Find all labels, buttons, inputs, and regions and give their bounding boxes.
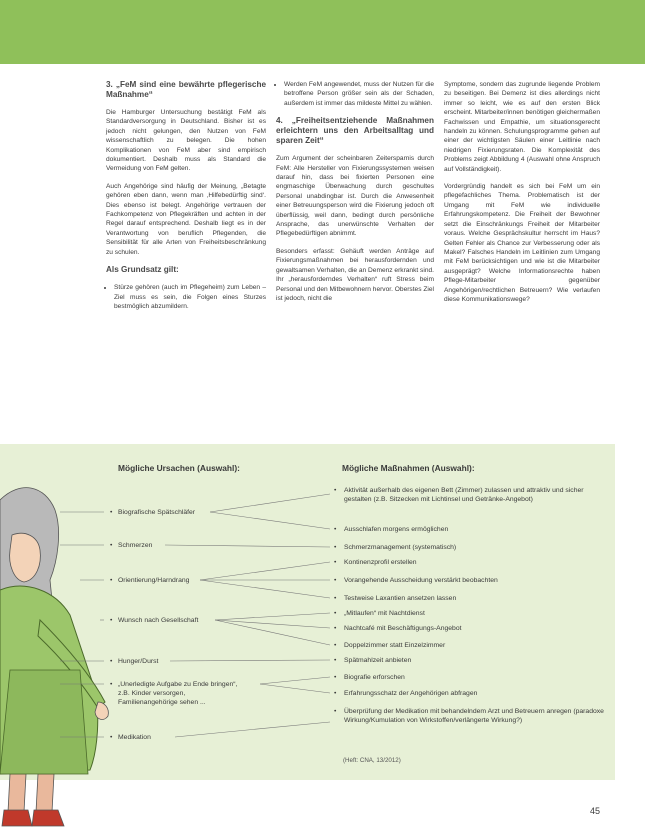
cause-item: • Biografische Spätschläfer (110, 509, 196, 516)
measure-item: • Kontinenzprofil erstellen (334, 559, 417, 566)
measures-heading: Mögliche Maßnahmen (Auswahl): (342, 463, 475, 473)
measure-item: • Erfahrungsschatz der Angehörigen abfragen (334, 690, 478, 697)
measure-item: • Aktivität außerhalb des eigenen Bett (Zimmer) zulassen und attraktiv und sicher gestalten (z.B. Sitzecken mit Lichtinsel und Getränke-Angebot) (334, 487, 584, 503)
cause-item: • „Unerledigte Aufgabe zu Ende bringen“, z.B. Kinder versorgen, Familienangehörige sehen ... (110, 681, 238, 706)
measure-item: • Überprüfung der Medikation mit behandelndem Arzt und Betreuern anregen (paradoxe Wirkung/Kumulation von Wirkstoffen/verlängerte Wirkung?) (334, 708, 604, 724)
paragraph: Vordergründig handelt es sich bei FeM um ein pflegefachliches Thema. Problematisch ist der Umgang mit FeM wie individuelle Erfahrungskompetenz. Die Freiheit der Bewohner setzt die Einschränkungs Freiheit der Mitarbeiter voraus. Welche Gesprächskultur herrscht im Haus? Gelten Fehler als Chance zur Verbesserung oder als Makel? Falsches Handeln im Leitlinien zum Umgang mit FeM berücksichtigen und wie ist die Mitarbeiter ausgeprägt? Welche Informationsrechte haben Pflege-Mitarbeiter gegenüber Angehörigen/rechtlichen Betreuern? Wie verlaufen diese Kommunikationswege? (444, 183, 600, 303)
causes-heading: Mögliche Ursachen (Auswahl): (118, 463, 240, 473)
section-heading-4: 4. „Freiheitsentziehende Maßnahmen erleichtern uns den Arbeitsalltag und sparen Zeit“ (276, 116, 434, 146)
list-item: • Werden FeM angewendet, muss der Nutzen für die betroffene Person größer sein als der Schaden, außerdem ist immer das mildeste Mittel zu wählen. (284, 80, 434, 108)
paragraph: Zum Argument der scheinbaren Zeitersparnis durch FeM: Alle Hersteller von Fixierungssystemen weisen darauf hin, dass bei fixierten Personen eine engmaschige Überwachung durch geschultes Personal unabdingbar ist. Durch die Anwesenheit einer Betreuungsperson wird die Fixierung jedoch oft überflüssig, weil dann, bedingt durch persönliche Ansprache, das unerwünschte Verhalten der Pflegebedürftigen abnimmt. (276, 155, 434, 238)
list-item: • Stürze gehören (auch im Pflegeheim) zum Leben – Ziel muss es sein, die Folgen eines Sturzes bestmöglich abzumildern. (114, 283, 266, 311)
cause-item: • Schmerzen (110, 542, 153, 549)
measure-item: • Biografie erforschen (334, 674, 405, 681)
principle-heading: Als Grundsatz gilt: (106, 265, 179, 275)
paragraph: Die Hamburger Untersuchung bestätigt FeM als Standardversorgung in Deutschland. Bisher ist es jedoch nicht gelungen, den Nutzen von FeM wissenschaftlich zu belegen. Die hohen Komplikationen von FeM aber sind empirisch dokumentiert. Deshalb muss als Standard die Vermeidung von FeM gelten. (106, 109, 266, 173)
cause-item: • Wunsch nach Gesellschaft (110, 617, 199, 624)
measure-item: • Nachtcafé mit Beschäftigungs-Angebot (334, 625, 462, 632)
paragraph: Besonders erfasst: Gehäuft werden Anträge auf Fixierungsmaßnahmen bei herausfordernden und gewaltsamen Verhalten, die an Demenz erkrankt sind. Ihr „herausforderndes Verhalten“ ruft Stress beim Personal und den Mitbewohnern hervor. Oberstes Ziel ist jedoch, nicht die (276, 247, 434, 302)
measure-item: • Vorangehende Ausscheidung verstärkt beobachten (334, 577, 498, 584)
cause-item: • Medikation (110, 734, 151, 741)
source-note: (Heft: CNA, 13/2012) (343, 757, 401, 764)
measure-item: • „Mitlaufen“ mit Nachtdienst (334, 610, 425, 617)
measure-item: • Testweise Laxantien ansetzen lassen (334, 595, 457, 602)
paragraph: Auch Angehörige sind häufig der Meinung, „Betagte gehören eben dann, wenn man ‚Hilfebedürftig sind‘. Dies ebenso ist belegt. Angehörige vertrauen der Fachkompetenz von Pflegekräften und achten in der Regel darauf entsprechend. Deshalb liegt es in der Verantwortung von beruflich Pflegenden, die Sensibilität für alle Arten von Freiheitsbeschränkung zu schulen. (106, 182, 266, 256)
measure-item: • Doppelzimmer statt Einzelzimmer (334, 642, 446, 649)
cause-item: • Orientierung/Harndrang (110, 577, 190, 584)
page-number: 45 (590, 806, 601, 816)
paragraph: Symptome, sondern das zugrunde liegende Problem zu beseitigen. Bei Demenz ist dies allerdings nicht immer so leicht, wie es auf den ersten Blick erscheint. Mitarbeiter/innen benötigen gleichermaßen Fachwissen und Empathie, um situationsgerecht handeln zu können. Schulungsprogramme gehen auf einer der wichtigsten Säulen einer Leitlinie nach niedrigen Fixierungsraten. Die Komplexität des Problems zeigt Abbildung 4 (Auswahl ohne Anspruch auf Vollständigkeit). (444, 81, 600, 173)
section-heading-3: 3. „FeM sind eine bewährte pflegerische Maßnahme“ (106, 80, 266, 99)
measure-item: • Ausschlafen morgens ermöglichen (334, 526, 449, 533)
cause-item: • Hunger/Durst (110, 658, 159, 665)
measure-item: • Spätmahlzeit anbieten (334, 657, 412, 664)
measure-item: • Schmerzmanagement (systematisch) (334, 544, 457, 551)
